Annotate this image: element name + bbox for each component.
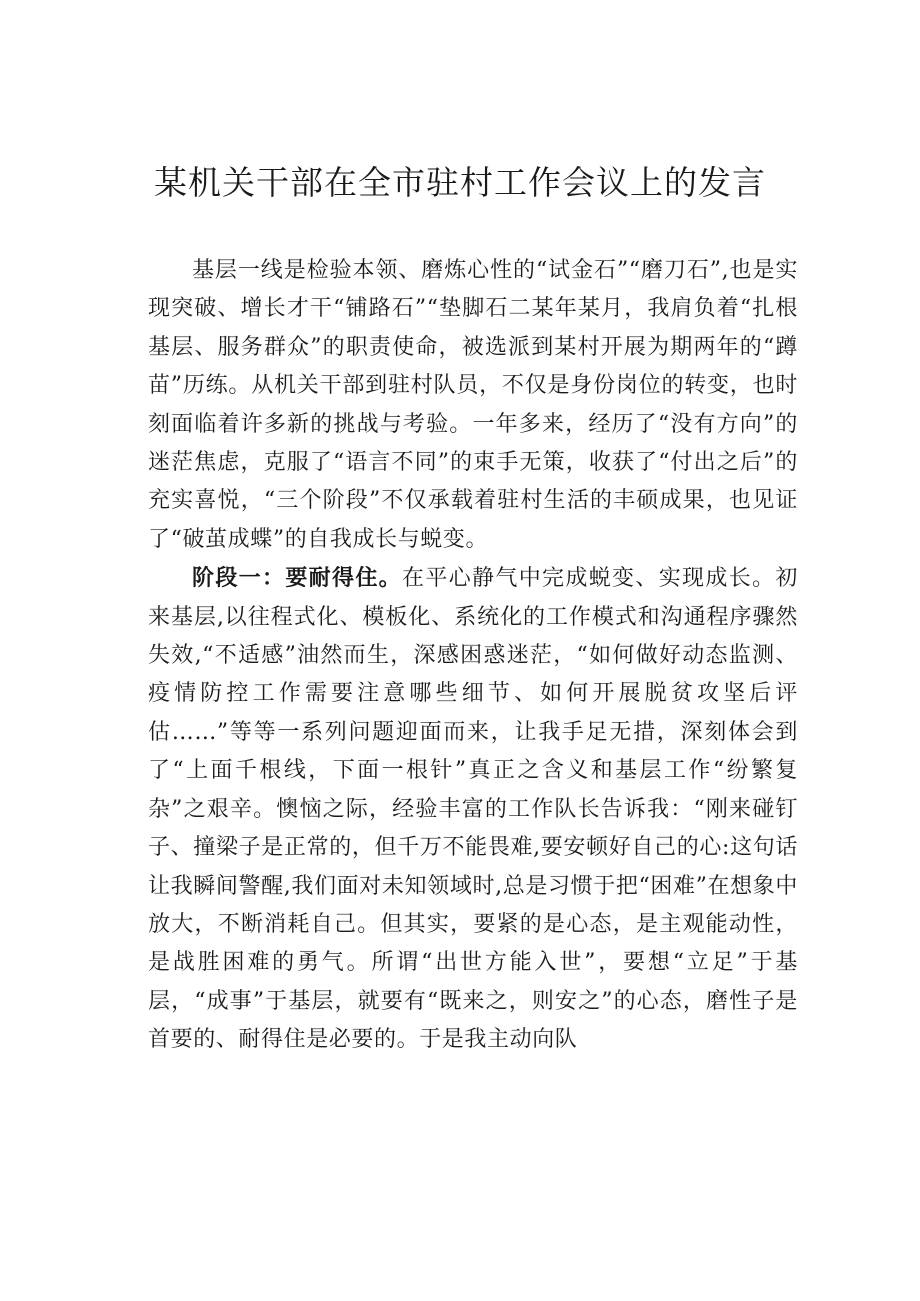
document-title: 某机关干部在全市驻村工作会议上的发言 [154,163,766,202]
paragraph-text: 基层一线是检验本领、磨炼心性的“试金石”“磨刀石”,也是实现突破、增长才干“铺路石”“垫脚石二某年某月，我肩负着“扎根基层、服务群众”的职责使命，被选派到某村开展为期两年的“蹲苗”历练。从机关干部到驻村队员，不仅是身份岗位的转变，也时刻面临着许多新的挑战与考验。一年多来，经历了“没有方向”的迷茫焦虑，克服了“语言不同”的束手无策，收获了“付出之后”的充实喜悦，“三个阶段”不仅承载着驻村生活的丰硕成果，也见证了“破茧成蝶”的自我成长与蜕变。 [148,258,798,552]
paragraph-text: 在平心静气中完成蜕变、实现成长。初来基层,以往程式化、模板化、系统化的工作模式和沟通程序骤然失效,“不适感”油然而生，深感困惑迷茫，“如何做好动态监测、疫情防控工作需要注意哪些细节、如何开展脱贫攻坚后评估……”等等一系列问题迎面而来，让我手足无措，深刻体会到了“上面千根线，下面一根针”真正之含义和基层工作“纷繁复杂”之艰辛。懊恼之际，经验丰富的工作队长告诉我：“刚来碰钉子、撞梁子是正常的，但千万不能畏难,要安顿好自己的心:这句话让我瞬间警醒,我们面对未知领域时,总是习惯于把“困难”在想象中放大，不断消耗自己。但其实，要紧的是心态，是主观能动性，是战胜困难的勇气。所谓“出世方能入世”，要想“立足”于基层，“成事”于基层，就要有“既来之，则安之”的心态，磨性子是首要的、耐得住是必要的。于是我主动向队 [148,566,799,1053]
paragraph-intro [148,251,798,559]
paragraph-stage-one [148,559,798,1059]
document-body [148,251,798,1060]
paragraph-lead: 阶段一：要耐得住。 [192,565,403,592]
